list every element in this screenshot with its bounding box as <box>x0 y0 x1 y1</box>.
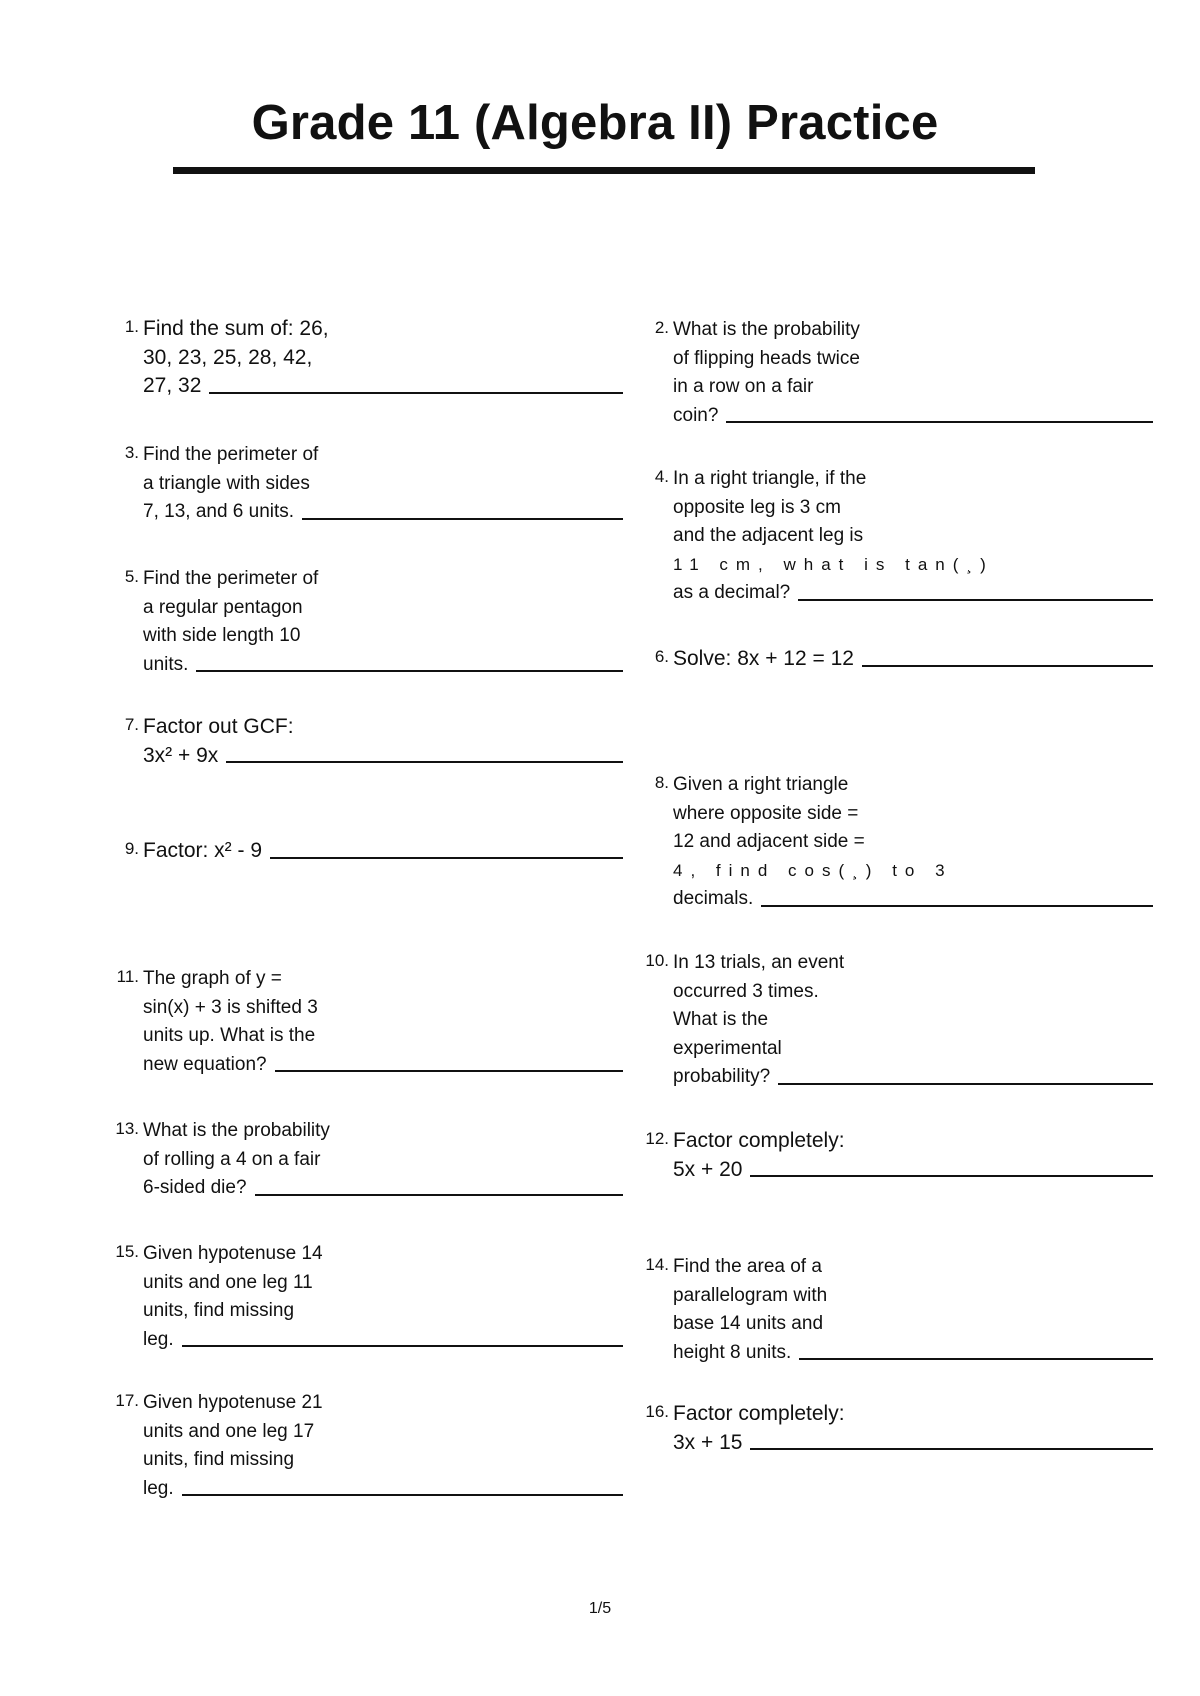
question-text: units, find missing <box>143 1300 295 1321</box>
question-text: Find the perimeter of <box>143 444 319 465</box>
question-number: 10. <box>645 951 669 970</box>
answer-line[interactable] <box>275 1070 623 1072</box>
answer-line[interactable] <box>255 1194 623 1196</box>
question-11 <box>116 965 623 1079</box>
question-number: 1. <box>124 317 139 336</box>
answer-line[interactable] <box>798 599 1153 601</box>
answer-line[interactable] <box>726 421 1153 423</box>
question-number: 17. <box>115 1391 139 1410</box>
question-10 <box>645 949 1153 1092</box>
question-text: 6-sided die? <box>143 1177 247 1198</box>
question-text: 30, 23, 25, 28, 42, <box>143 345 313 369</box>
question-12 <box>645 1127 1153 1184</box>
question-text: occurred 3 times. <box>673 980 819 1002</box>
answer-line[interactable] <box>196 670 623 672</box>
answer-line[interactable] <box>182 1494 623 1496</box>
question-number: 6. <box>654 647 669 666</box>
answer-line[interactable] <box>270 857 623 859</box>
question-text: Factor out GCF: <box>143 715 294 738</box>
question-5 <box>124 565 623 679</box>
answer-line[interactable] <box>226 761 623 763</box>
answer-line[interactable] <box>209 392 623 394</box>
answer-line[interactable] <box>750 1448 1153 1450</box>
question-number: 7. <box>124 715 139 734</box>
question-text: leg. <box>143 1328 174 1350</box>
question-text: in a row on a fair <box>673 376 814 397</box>
question-text: units, find missing <box>143 1449 295 1470</box>
page-number: 1/5 <box>588 1600 612 1617</box>
question-number: 9. <box>124 839 139 858</box>
answer-line[interactable] <box>761 905 1153 907</box>
question-text: Given a right triangle <box>673 774 849 795</box>
question-2 <box>654 316 1153 430</box>
page-title: Grade 11 (Algebra II) Practice <box>251 96 939 150</box>
question-text: a triangle with sides <box>143 472 310 494</box>
question-number: 11. <box>116 967 139 986</box>
question-text: experimental <box>673 1037 782 1059</box>
question-text: In 13 trials, an event <box>673 952 845 973</box>
question-text: and the adjacent leg is <box>673 525 864 546</box>
question-text: as a decimal? <box>673 582 791 603</box>
question-text: 12 and adjacent side = <box>673 831 865 852</box>
question-text: new equation? <box>143 1053 267 1075</box>
question-8 <box>654 771 1153 914</box>
question-number: 12. <box>645 1129 669 1148</box>
question-text: The graph of y = <box>143 968 282 989</box>
question-text: What is the probability <box>673 319 860 340</box>
question-text: decimals. <box>673 888 754 909</box>
question-text: Factor completely: <box>673 1129 845 1152</box>
question-17 <box>115 1389 623 1503</box>
question-4 <box>654 465 1153 608</box>
question-text: Factor: x² - 9 <box>143 839 263 862</box>
question-text: Given hypotenuse 14 <box>143 1243 323 1264</box>
question-number: 5. <box>124 567 139 586</box>
question-text: Factor completely: <box>673 1402 845 1425</box>
question-text: 3x + 15 <box>673 1430 743 1454</box>
question-text: 3x² + 9x <box>143 743 219 767</box>
question-text: coin? <box>673 404 719 426</box>
question-3 <box>124 441 623 527</box>
question-text: where opposite side = <box>673 802 859 824</box>
question-text: sin(x) + 3 is shifted 3 <box>143 996 318 1018</box>
question-text: of rolling a 4 on a fair <box>143 1148 321 1170</box>
question-number: 2. <box>654 318 669 337</box>
question-text: Given hypotenuse 21 <box>143 1392 323 1413</box>
question-text: Find the sum of: 26, <box>143 317 329 340</box>
question-text: units and one leg 17 <box>143 1420 315 1442</box>
answer-line[interactable] <box>862 665 1153 667</box>
question-number: 8. <box>654 773 669 792</box>
answer-line[interactable] <box>799 1358 1153 1360</box>
answer-line[interactable] <box>302 518 623 520</box>
question-text: 7, 13, and 6 units. <box>143 501 295 522</box>
question-text: 5x + 20 <box>673 1157 743 1181</box>
question-text: 27, 32 <box>143 374 202 397</box>
question-text: base 14 units and <box>673 1313 824 1334</box>
question-text: 11 cm, what is tan(¸) <box>673 554 994 574</box>
question-7 <box>124 713 623 770</box>
question-text: What is the <box>673 1009 769 1030</box>
question-number: 3. <box>124 443 139 462</box>
question-number: 16. <box>645 1402 669 1421</box>
question-text: probability? <box>673 1066 771 1087</box>
question-text: In a right triangle, if the <box>673 468 867 489</box>
question-text: What is the probability <box>143 1120 330 1141</box>
question-text: 4, find cos(¸) to 3 <box>673 860 953 880</box>
question-text: height 8 units. <box>673 1341 792 1363</box>
question-text: Solve: 8x + 12 = 12 <box>673 647 854 670</box>
question-1 <box>124 315 623 401</box>
question-text: opposite leg is 3 cm <box>673 496 841 518</box>
question-6 <box>654 645 1153 674</box>
question-text: a regular pentagon <box>143 596 303 618</box>
question-text: leg. <box>143 1477 174 1499</box>
question-text: units. <box>143 653 189 675</box>
answer-line[interactable] <box>182 1345 623 1347</box>
question-9 <box>124 837 623 866</box>
question-16 <box>645 1400 1153 1457</box>
question-text: of flipping heads twice <box>673 347 860 369</box>
question-text: Find the perimeter of <box>143 568 319 589</box>
answer-line[interactable] <box>778 1083 1153 1085</box>
question-14 <box>645 1253 1153 1367</box>
question-number: 15. <box>115 1242 139 1261</box>
question-text: parallelogram with <box>673 1284 828 1306</box>
question-text: with side length 10 <box>143 625 301 646</box>
question-text: units up. What is the <box>143 1025 316 1046</box>
question-13 <box>115 1117 623 1203</box>
title-underline <box>173 167 1035 174</box>
question-number: 14. <box>645 1255 669 1274</box>
question-text: Find the area of a <box>673 1256 822 1277</box>
answer-line[interactable] <box>750 1175 1153 1177</box>
question-number: 13. <box>115 1119 139 1138</box>
question-number: 4. <box>654 467 669 486</box>
question-15 <box>115 1240 623 1354</box>
question-text: units and one leg 11 <box>143 1271 313 1293</box>
